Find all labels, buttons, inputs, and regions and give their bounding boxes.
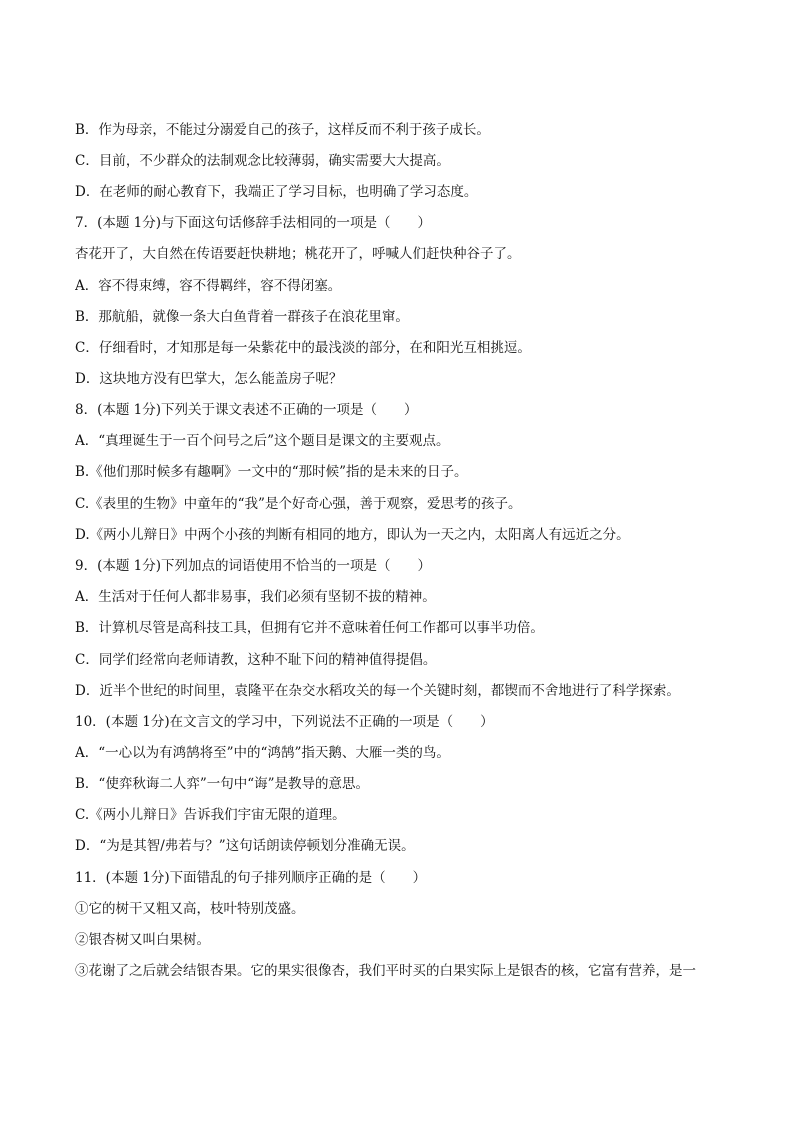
option-b-q10: B．“使弈秋诲二人弈”一句中“诲”是教导的意思。	[75, 776, 370, 792]
option-c-q10: C.《两小儿辩日》告诉我们宇宙无限的道理。	[75, 807, 346, 823]
question-9-stem: 9．(本题 1分)下列加点的词语使用不恰当的一项是（ ）	[75, 558, 432, 574]
question-11-stem: 11．(本题 1分)下面错乱的句子排列顺序正确的是（ ）	[75, 870, 427, 886]
option-b-q7: B．那航船，就像一条大白鱼背着一群孩子在浪花里窜。	[75, 309, 409, 325]
option-c-q7: C．仔细看时，才知那是每一朵紫花中的最浅淡的部分，在和阳光互相挑逗。	[75, 340, 531, 356]
option-a-q9: A．生活对于任何人都非易事，我们必须有坚韧不拔的精神。	[75, 589, 436, 605]
option-b-q8: B.《他们那时候多有趣啊》一文中的“那时候”指的是未来的日子。	[75, 464, 468, 480]
question-10-stem: 10．(本题 1分)在文言文的学习中，下列说法不正确的一项是（ ）	[75, 714, 494, 730]
option-a-q8: A．“真理诞生于一百个问号之后”这个题目是课文的主要观点。	[75, 433, 450, 449]
option-d-q9: D．近半个世纪的时间里，袁隆平在杂交水稻攻关的每一个关键时刻，都锲而不舍地进行了科学探索。	[75, 683, 680, 699]
question-8-stem: 8．(本题 1分)下列关于课文表述不正确的一项是（ ）	[75, 402, 418, 418]
option-d-q10: D．“为是其智/弗若与？”这句话朗读停顿划分准确无误。	[75, 838, 415, 854]
option-b-q9: B．计算机尽管是高科技工具，但拥有它并不意味着任何工作都可以事半功倍。	[75, 620, 544, 636]
sentence-2-q11: ②银杏树又叫白果树。	[75, 932, 210, 948]
option-c-q6: C．目前，不少群众的法制观念比较薄弱，确实需要大大提高。	[75, 153, 450, 169]
question-7-quote: 杏花开了，大自然在传语要赶快耕地；桃花开了，呼喊人们赶快种谷子了。	[75, 246, 521, 262]
option-d-q7: D．这块地方没有巴掌大，怎么能盖房子呢？	[75, 371, 343, 387]
option-a-q10: A．“一心以为有鸿鹄将至”中的“鸿鹄”指天鹅、大雁一类的鸟。	[75, 745, 450, 761]
option-c-q9: C．同学们经常向老师请教，这种不耻下问的精神值得提倡。	[75, 652, 437, 668]
question-7-stem: 7．(本题 1分)与下面这句话修辞手法相同的一项是（ ）	[75, 215, 432, 231]
sentence-3-q11: ③花谢了之后就会结银杏果。它的果实很像杏，我们平时买的白果实际上是银杏的核，它富有营养，是一	[75, 963, 696, 979]
sentence-1-q11: ①它的树干又粗又高，枝叶特别茂盛。	[75, 901, 305, 917]
option-b-q6: B．作为母亲，不能过分溺爱自己的孩子，这样反而不利于孩子成长。	[75, 122, 490, 138]
option-c-q8: C.《表里的生物》中童年的“我”是个好奇心强，善于观察，爱思考的孩子。	[75, 496, 522, 512]
option-a-q7: A．容不得束缚，容不得羁绊，容不得闭塞。	[75, 278, 342, 294]
option-d-q8: D.《两小儿辩日》中两个小孩的判断有相同的地方，即认为一天之内，太阳离人有远近之分。	[75, 527, 630, 543]
option-d-q6: D．在老师的耐心教育下，我端正了学习目标，也明确了学习态度。	[75, 184, 478, 200]
